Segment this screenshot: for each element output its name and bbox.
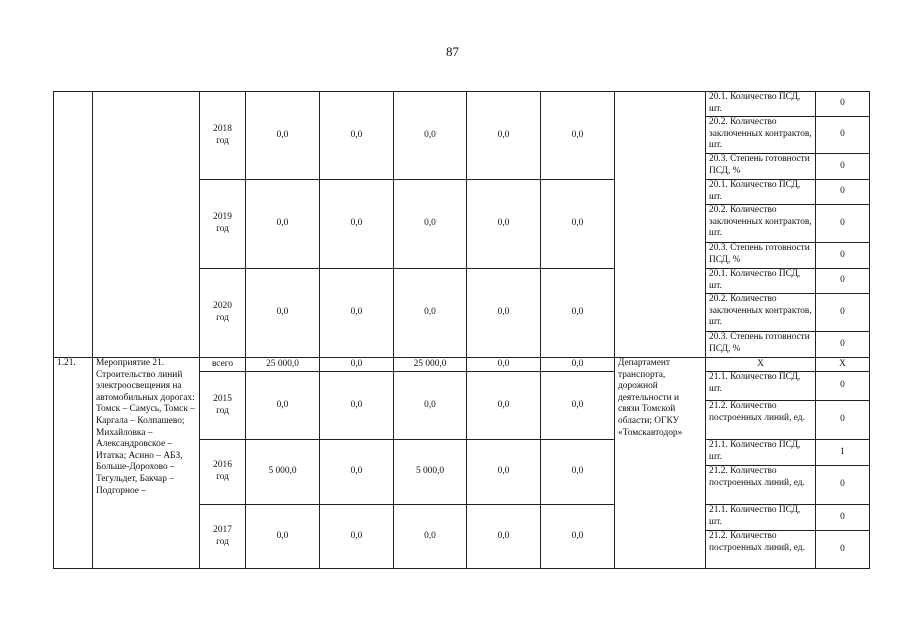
value-cell: 0,0 [320, 440, 394, 505]
indicator-name: X [706, 358, 816, 372]
value-cell: 25 000,0 [246, 358, 320, 372]
value-cell: 0,0 [541, 505, 615, 569]
indicator-value: 0 [816, 243, 870, 269]
item-name: Мероприятие 21. Строительство линий электроосвещения на автомобильных дорогах: Томск – Самусь, Томск – Каргала – Колпашево; Михайловка – Александровское – Итатка; Асино – АБЗ, Больше-Дорохово – Тегульдет, Бакчар – Подгорное – [93, 358, 200, 569]
indicator-name: 21.1. Количество ПСД, шт. [706, 505, 816, 531]
value-cell: 0,0 [246, 92, 320, 180]
value-cell: 0,0 [320, 505, 394, 569]
value-cell: 0,0 [467, 440, 541, 505]
value-cell: 0,0 [467, 358, 541, 372]
value-cell: 0,0 [246, 372, 320, 440]
year-cell: 2016 год [200, 440, 246, 505]
value-cell: 0,0 [320, 358, 394, 372]
indicator-value: 0 [816, 269, 870, 294]
indicator-value: 0 [816, 205, 870, 243]
item-number [54, 92, 93, 358]
indicator-value: 0 [816, 92, 870, 117]
value-cell: 25 000,0 [394, 358, 467, 372]
value-cell: 0,0 [320, 180, 394, 269]
indicator-value: 0 [816, 372, 870, 401]
value-cell: 0,0 [541, 372, 615, 440]
value-cell: 0,0 [541, 180, 615, 269]
indicator-value: 0 [816, 294, 870, 332]
value-cell: 0,0 [394, 505, 467, 569]
indicator-value: 0 [816, 531, 870, 569]
indicator-name: 20.3. Степень готовности ПСД, % [706, 332, 816, 358]
year-cell: 2018 год [200, 92, 246, 180]
indicator-value: 0 [816, 466, 870, 505]
value-cell: 0,0 [467, 269, 541, 358]
page-number: 87 [446, 44, 459, 59]
program-table [53, 91, 870, 569]
value-cell: 0,0 [246, 505, 320, 569]
value-cell: 0,0 [467, 180, 541, 269]
indicator-value: 1 [816, 440, 870, 466]
indicator-name: 20.2. Количество заключенных контрактов, шт. [706, 205, 816, 243]
indicator-value: 0 [816, 332, 870, 358]
indicator-name: 20.3. Степень готовности ПСД, % [706, 243, 816, 269]
indicator-name: 20.2. Количество заключенных контрактов, шт. [706, 117, 816, 154]
value-cell: 0,0 [467, 92, 541, 180]
value-cell: 0,0 [541, 269, 615, 358]
value-cell: 0,0 [541, 92, 615, 180]
indicator-name: 21.2. Количество построенных линий, ед. [706, 466, 816, 505]
indicator-name: 20.1. Количество ПСД, шт. [706, 180, 816, 205]
value-cell: 0,0 [320, 372, 394, 440]
value-cell: 0,0 [246, 269, 320, 358]
value-cell: 5 000,0 [246, 440, 320, 505]
value-cell: 0,0 [394, 180, 467, 269]
value-cell: 0,0 [541, 358, 615, 372]
year-cell: 2020 год [200, 269, 246, 358]
item-name [93, 92, 200, 358]
indicator-name: 20.3. Степень готовности ПСД, % [706, 154, 816, 180]
indicator-value: X [816, 358, 870, 372]
value-cell: 0,0 [541, 440, 615, 505]
indicator-value: 0 [816, 117, 870, 154]
indicator-name: 20.1. Количество ПСД, шт. [706, 269, 816, 294]
value-cell: 0,0 [467, 505, 541, 569]
executor-cell [615, 92, 706, 358]
year-cell: 2017 год [200, 505, 246, 569]
item-number: 1.21. [54, 358, 93, 569]
indicator-name: 20.1. Количество ПСД, шт. [706, 92, 816, 117]
indicator-name: 21.2. Количество построенных линий, ед. [706, 531, 816, 569]
value-cell: 0,0 [394, 269, 467, 358]
indicator-name: 21.1. Количество ПСД, шт. [706, 372, 816, 401]
year-cell: 2015 год [200, 372, 246, 440]
indicator-value: 0 [816, 505, 870, 531]
year-cell: всего [200, 358, 246, 372]
year-cell: 2019 год [200, 180, 246, 269]
indicator-value: 0 [816, 154, 870, 180]
value-cell: 0,0 [320, 92, 394, 180]
value-cell: 0,0 [394, 92, 467, 180]
indicator-value: 0 [816, 401, 870, 440]
indicator-value: 0 [816, 180, 870, 205]
indicator-name: 20.2. Количество заключенных контрактов, шт. [706, 294, 816, 332]
executor-cell: Департамент транспорта, дорожной деятельности и связи Томской области; ОГКУ «Томскавтодор» [615, 358, 706, 569]
value-cell: 0,0 [394, 372, 467, 440]
indicator-name: 21.1. Количество ПСД, шт. [706, 440, 816, 466]
value-cell: 0,0 [467, 372, 541, 440]
value-cell: 5 000,0 [394, 440, 467, 505]
value-cell: 0,0 [320, 269, 394, 358]
value-cell: 0,0 [246, 180, 320, 269]
indicator-name: 21.2. Количество построенных линий, ед. [706, 401, 816, 440]
